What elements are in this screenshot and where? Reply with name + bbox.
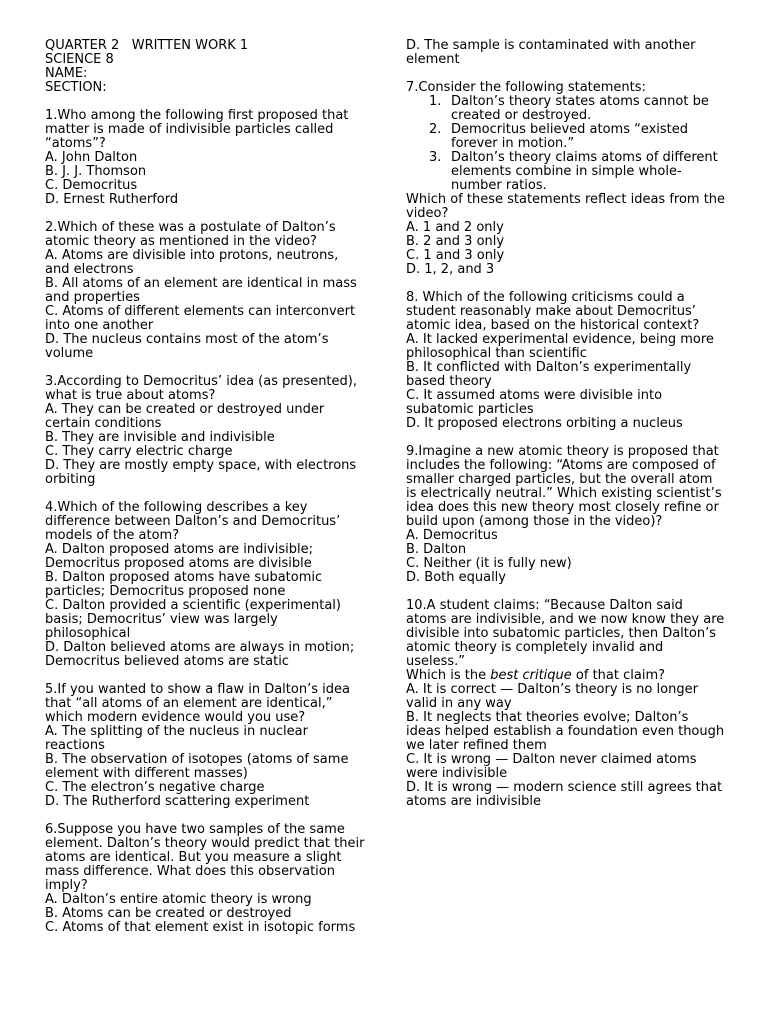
answer-option: B. It neglects that theories evolve; Dalton’s ideas helped establish a foundation even though we later refined them — [406, 710, 725, 753]
answer-option: C. They carry electric charge — [45, 444, 233, 459]
question-7 — [406, 81, 726, 277]
answer-option: D. Both equally — [406, 570, 506, 585]
right-column — [406, 39, 726, 809]
prompt-text-before: Which is the — [406, 668, 491, 683]
answer-option: B. 2 and 3 only — [406, 234, 505, 249]
answer-option: D. Dalton believed atoms are always in motion; Democritus believed atoms are static — [45, 640, 355, 669]
answer-option: A. Democritus — [406, 528, 498, 543]
answer-option: C. It assumed atoms were divisible into subatomic particles — [406, 388, 663, 417]
statement-number: 3. — [429, 150, 442, 165]
answer-option: A. John Dalton — [45, 150, 138, 165]
answer-option: A. Dalton proposed atoms are indivisible; Democritus proposed atoms are divisible — [45, 542, 313, 571]
statement-text: Dalton’s theory states atoms cannot be created or destroyed. — [451, 94, 709, 123]
answer-option: C. Atoms of different elements can interconvert into one another — [45, 304, 356, 333]
left-column — [45, 39, 365, 935]
question-stem: 2.Which of these was a postulate of Dalton’s atomic theory as mentioned in the video? — [45, 220, 336, 249]
answer-option: D. They are mostly empty space, with electrons orbiting — [45, 458, 357, 487]
answer-option: B. Dalton proposed atoms have subatomic particles; Democritus proposed none — [45, 570, 323, 599]
prompt-text-after: of that claim? — [571, 668, 666, 683]
question-prompt — [406, 669, 726, 683]
statement-text: Democritus believed atoms “existed forever in motion.” — [451, 122, 689, 151]
statement-list — [406, 95, 726, 193]
statement-number: 1. — [429, 94, 442, 109]
question-10 — [406, 599, 726, 809]
answer-option: A. Dalton’s entire atomic theory is wrong — [45, 892, 312, 907]
quarter-title: QUARTER 2 WRITTEN WORK 1 — [45, 38, 249, 53]
answer-option: A. It lacked experimental evidence, being more philosophical than scientific — [406, 332, 714, 361]
statement-item — [406, 151, 726, 193]
answer-option: B. It conflicted with Dalton’s experimentally based theory — [406, 360, 692, 389]
answer-option: B. Atoms can be created or destroyed — [45, 906, 292, 921]
question-stem: 7.Consider the following statements: — [406, 80, 646, 95]
statement-item — [406, 123, 726, 151]
answer-option: C. Atoms of that element exist in isotopic forms — [45, 920, 356, 935]
answer-option: B. The observation of isotopes (atoms of same element with different masses) — [45, 752, 349, 781]
question-8 — [406, 291, 726, 431]
answer-option: C. 1 and 3 only — [406, 248, 505, 263]
answer-option: D. The nucleus contains most of the atom’s volume — [45, 332, 329, 361]
question-4 — [45, 501, 365, 669]
question-stem: 8. Which of the following criticisms could a student reasonably make about Democritus’ atomic idea, based on the historical context? — [406, 290, 700, 333]
answer-option: D. 1, 2, and 3 — [406, 262, 495, 277]
answer-option: C. Dalton provided a scientific (experimental) basis; Democritus’ view was largely philosophical — [45, 598, 341, 641]
answer-option: A. 1 and 2 only — [406, 220, 504, 235]
question-3 — [45, 375, 365, 487]
answer-option: B. All atoms of an element are identical in mass and properties — [45, 276, 357, 305]
answer-option: C. It is wrong — Dalton never claimed atoms were indivisible — [406, 752, 697, 781]
section-field-label: SECTION: — [45, 80, 107, 95]
subject-title: SCIENCE 8 — [45, 52, 114, 67]
question-stem: 9.Imagine a new atomic theory is proposed that includes the following: “Atoms are composed of smaller charged particles, but the overall atom is electrically neutral.” Which existing scientist’s idea does this new theory most closely refine or build upon (among those in the video)? — [406, 444, 722, 529]
question-stem: 10.A student claims: “Because Dalton said atoms are indivisible, and we now know they are divisible into subatomic particles, then Dalton’s atomic theory is completely invalid and useless.” — [406, 598, 725, 669]
answer-option: C. Neither (it is fully new) — [406, 556, 572, 571]
question-stem: 4.Which of the following describes a key difference between Dalton’s and Democritus’ models of the atom? — [45, 500, 341, 543]
question-2 — [45, 221, 365, 361]
question-prompt: Which of these statements reflect ideas from the video? — [406, 192, 726, 221]
answer-option: D. The sample is contaminated with another element — [406, 38, 696, 67]
question-stem: 1.Who among the following first proposed that matter is made of indivisible particles called “atoms”? — [45, 108, 349, 151]
answer-option: A. It is correct — Dalton’s theory is no longer valid in any way — [406, 682, 698, 711]
question-5 — [45, 683, 365, 809]
answer-option: D. It proposed electrons orbiting a nucleus — [406, 416, 683, 431]
statement-number: 2. — [429, 122, 442, 137]
answer-option: A. The splitting of the nucleus in nuclear reactions — [45, 724, 308, 753]
prompt-emphasis: best critique — [490, 668, 572, 683]
question-stem: 3.According to Democritus’ idea (as presented), what is true about atoms? — [45, 374, 357, 403]
answer-option: C. Democritus — [45, 178, 138, 193]
answer-option: D. It is wrong — modern science still agrees that atoms are indivisible — [406, 780, 723, 809]
answer-option: B. They are invisible and indivisible — [45, 430, 275, 445]
answer-option: D. The Rutherford scattering experiment — [45, 794, 310, 809]
name-field-label: NAME: — [45, 66, 88, 81]
answer-option: D. Ernest Rutherford — [45, 192, 179, 207]
answer-option: C. The electron’s negative charge — [45, 780, 265, 795]
question-9 — [406, 445, 726, 585]
statement-item — [406, 95, 726, 123]
answer-option: B. J. J. Thomson — [45, 164, 147, 179]
answer-option: A. Atoms are divisible into protons, neutrons, and electrons — [45, 248, 339, 277]
statement-text: Dalton’s theory claims atoms of different elements combine in simple whole-number ratios. — [451, 150, 718, 193]
answer-option: B. Dalton — [406, 542, 467, 557]
question-stem: 6.Suppose you have two samples of the same element. Dalton’s theory would predict that their atoms are identical. But you measure a slight mass difference. What does this observation imply? — [45, 822, 365, 893]
question-stem: 5.If you wanted to show a flaw in Dalton’s idea that “all atoms of an element are identical,” which modern evidence would you use? — [45, 682, 350, 725]
question-6 — [45, 823, 365, 935]
question-1 — [45, 109, 365, 207]
answer-option: A. They can be created or destroyed under certain conditions — [45, 402, 325, 431]
